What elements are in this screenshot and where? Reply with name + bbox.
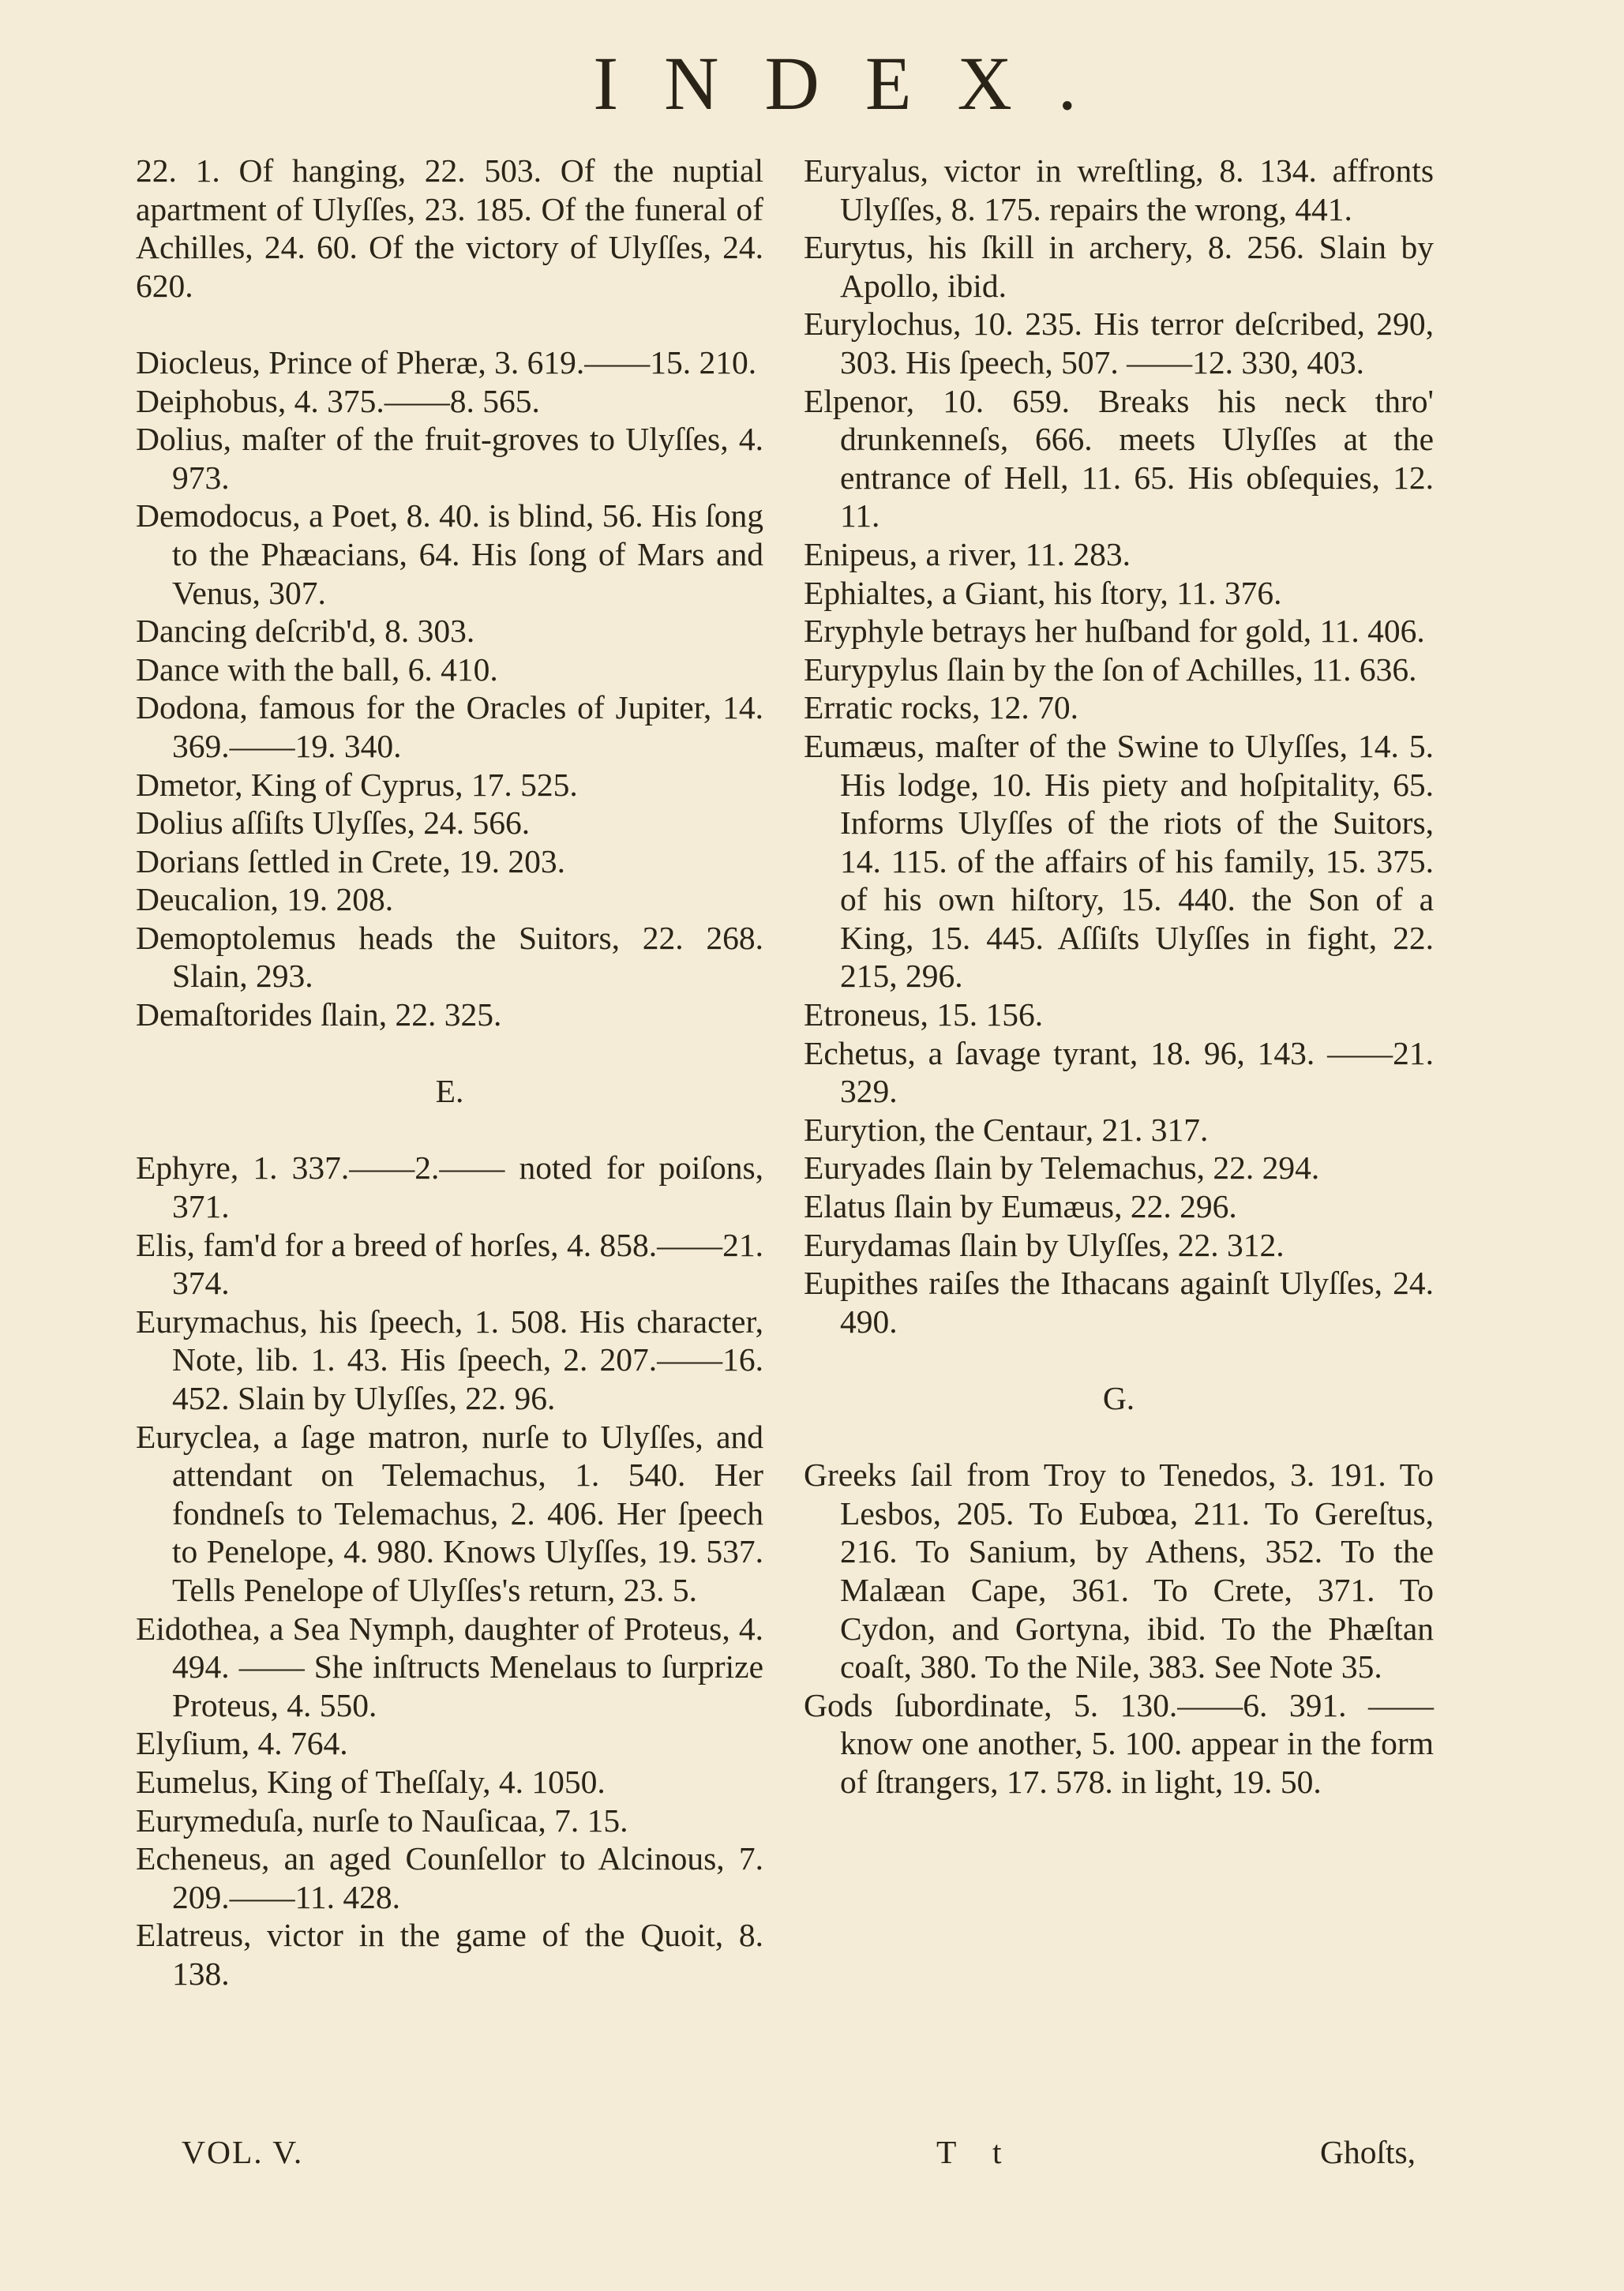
index-entry: Euryades ſlain by Telemachus, 22. 294.	[804, 1149, 1320, 1187]
index-entry: Ephialtes, a Giant, his ſtory, 11. 376.	[804, 574, 1282, 611]
index-entry: Elis, fam'd for a breed of horſes, 4. 858.——21. 374.	[136, 1226, 763, 1302]
index-entry: Dancing deſcrib'd, 8. 303.	[136, 613, 475, 650]
index-entry: Euryclea, a ſage matron, nurſe to Ulyſſes, and attendant on Telemachus, 1. 540. Her fondneſs to Telemachus, 2. 406. Her ſpeech to Penelope, 4. 980. Knows Ulyſſes, 19. 537. Tells Penelope of Ulyſſes's return, 23. 5.	[136, 1418, 763, 1608]
index-entry: Deucalion, 19. 208.	[136, 881, 394, 918]
index-entry: Etroneus, 15. 156.	[804, 996, 1044, 1033]
index-entry: Greeks ſail from Troy to Tenedos, 3. 191. To Lesbos, 205. To Eubœa, 211. To Gereſtus, 216. To Sanium, by Athens, 352. To the Malæan Cape, 361. To Crete, 371. To Cydon, and Gortyna, ibid. To the Phæſtan coaſt, 380. To the Nile, 383. See Note 35.	[804, 1457, 1434, 1685]
index-entry: Eupithes raiſes the Ithacans againſt Ulyſſes, 24. 490.	[804, 1265, 1434, 1340]
index-entry: Eurytion, the Centaur, 21. 317.	[804, 1111, 1209, 1148]
index-entry: Enipeus, a river, 11. 283.	[804, 535, 1131, 572]
index-entry: Eumelus, King of Theſſaly, 4. 1050.	[136, 1763, 606, 1800]
section-heading: G.	[1102, 1380, 1135, 1416]
page-title: INDEX.	[593, 41, 1123, 126]
index-entry: Echetus, a ſavage tyrant, 18. 96, 143. ——21. 329.	[804, 1034, 1434, 1110]
index-entry: Dmetor, King of Cyprus, 17. 525.	[136, 766, 578, 803]
index-entry: Eidothea, a Sea Nymph, daughter of Proteus, 4. 494. —— She inſtructs Menelaus to ſurprize Proteus, 4. 550.	[136, 1610, 763, 1723]
index-entry: Echeneus, an aged Counſellor to Alcinous, 7. 209.——11. 428.	[136, 1840, 763, 1915]
index-column-right	[804, 152, 1434, 1802]
spacer	[804, 1340, 1434, 1379]
index-entry: Elyſium, 4. 764.	[136, 1725, 348, 1762]
spacer	[136, 1111, 763, 1149]
index-entry: Elatus ſlain by Eumæus, 22. 296.	[804, 1188, 1237, 1225]
spacer	[136, 305, 763, 343]
index-entry: Ephyre, 1. 337.——2.—— noted for poiſons, 371.	[136, 1149, 763, 1225]
index-entry: Eumæus, maſter of the Swine to Ulyſſes, 14. 5. His lodge, 10. His piety and hoſpitality, 65. Informs Ulyſſes of the riots of the Suitors, 14. 115. of the affairs of his family, 15. 375. of his own hiſtory, 15. 440. the Son of a King, 15. 445. Aſſiſts Ulyſſes in fight, 22. 215, 296.	[804, 727, 1434, 995]
index-entry: Eurydamas ſlain by Ulyſſes, 22. 312.	[804, 1226, 1285, 1263]
index-entry: Dodona, famous for the Oracles of Jupiter, 14. 369.——19. 340.	[136, 689, 763, 764]
index-entry: Eurypylus ſlain by the ſon of Achilles, 11. 636.	[804, 651, 1417, 688]
index-entry: Euryalus, victor in wreſtling, 8. 134. affronts Ulyſſes, 8. 175. repairs the wrong, 441.	[804, 152, 1434, 227]
index-entry: Dorians ſettled in Crete, 19. 203.	[136, 842, 565, 879]
spacer	[136, 1034, 763, 1073]
index-entry: Diocleus, Prince of Pheræ, 3. 619.——15. 210.	[136, 343, 757, 381]
index-entry: Eurylochus, 10. 235. His terror deſcribed, 290, 303. His ſpeech, 507. ——12. 330, 403.	[804, 306, 1434, 381]
index-entry: Eurymeduſa, nurſe to Nauſicaa, 7. 15.	[136, 1802, 628, 1839]
index-entry: Dolius, maſter of the fruit-groves to Ulyſſes, 4. 973.	[136, 421, 763, 496]
index-entry: Gods ſubordinate, 5. 130.——6. 391. ——know one another, 5. 100. appear in the form of ſtrangers, 17. 578. in light, 19. 50.	[804, 1686, 1434, 1800]
index-entry: Demaſtorides ſlain, 22. 325.	[136, 996, 502, 1033]
index-entry: Eurymachus, his ſpeech, 1. 508. His character, Note, lib. 1. 43. His ſpeech, 2. 207.——16. 452. Slain by Ulyſſes, 22. 96.	[136, 1303, 763, 1416]
index-entry: Dolius aſſiſts Ulyſſes, 24. 566.	[136, 804, 531, 842]
catchword: Ghoſts,	[1320, 2134, 1416, 2170]
index-entry: Deiphobus, 4. 375.——8. 565.	[136, 382, 540, 419]
index-entry: Eurytus, his ſkill in archery, 8. 256. Slain by Apollo, ibid.	[804, 229, 1434, 304]
index-entry: Demoptolemus heads the Suitors, 22. 268. Slain, 293.	[136, 919, 763, 995]
index-entry: Erratic rocks, 12. 70.	[804, 689, 1079, 726]
index-entry: 22. 1. Of hanging, 22. 503. Of the nuptial apartment of Ulyſſes, 23. 185. Of the funeral of Achilles, 24. 60. Of the victory of Ulyſſes, 24. 620.	[136, 152, 763, 304]
printer-signature-mark: T t	[936, 2134, 1016, 2170]
volume-footer: VOL. V.	[182, 2134, 304, 2170]
spacer	[804, 1418, 1434, 1457]
index-entry: Elatreus, victor in the game of the Quoit, 8. 138.	[136, 1917, 763, 1992]
index-entry: Demodocus, a Poet, 8. 40. is blind, 56. His ſong to the Phæacians, 64. His ſong of Mars and Venus, 307.	[136, 497, 763, 611]
index-entry: Elpenor, 10. 659. Breaks his neck thro' drunkenneſs, 666. meets Ulyſſes at the entrance of Hell, 11. 65. His obſequies, 12. 11.	[804, 382, 1434, 534]
index-entry: Dance with the ball, 6. 410.	[136, 651, 498, 688]
index-column-left	[136, 152, 763, 1993]
index-entry: Eryphyle betrays her huſband for gold, 11. 406.	[804, 613, 1425, 650]
section-heading: E.	[435, 1073, 464, 1110]
